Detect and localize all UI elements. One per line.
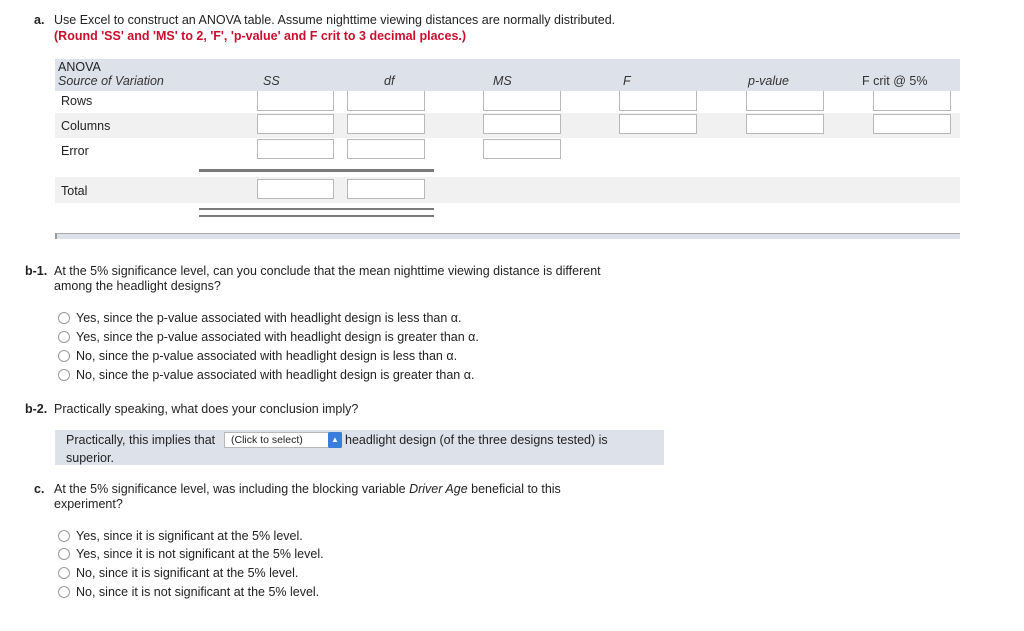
df-rows-input[interactable] bbox=[347, 91, 425, 111]
total-rule bbox=[199, 169, 434, 172]
radio-button[interactable] bbox=[58, 567, 70, 579]
row-band-total bbox=[55, 177, 960, 203]
b1-option-1[interactable]: Yes, since the p-value associated with headlight design is less than α. bbox=[58, 311, 461, 325]
part-b1-label: b-1. bbox=[25, 264, 48, 278]
header-pvalue: p-value bbox=[748, 74, 789, 88]
b2-suffix: headlight design (of the three designs tested) is bbox=[345, 433, 608, 447]
header-ss: SS bbox=[263, 74, 280, 88]
ms-error-input[interactable] bbox=[483, 139, 561, 159]
row-label-columns: Columns bbox=[61, 119, 111, 133]
radio-button[interactable] bbox=[58, 548, 70, 560]
rounding-note: (Round 'SS' and 'MS' to 2, 'F', 'p-value' and F crit to 3 decimal places.) bbox=[54, 29, 467, 43]
b2-suffix-line2: superior. bbox=[66, 451, 114, 465]
radio-button[interactable] bbox=[58, 331, 70, 343]
header-df: df bbox=[384, 74, 395, 88]
f-columns-input[interactable] bbox=[619, 114, 697, 134]
ss-columns-input[interactable] bbox=[257, 114, 334, 134]
part-b1-question: At the 5% significance level, can you conclude that the mean nighttime viewing distance is different among the headlight designs? bbox=[54, 264, 601, 293]
c-option-2[interactable]: Yes, since it is not significant at the 5% level. bbox=[58, 547, 324, 561]
ss-rows-input[interactable] bbox=[257, 91, 334, 111]
header-f: F bbox=[623, 74, 631, 88]
pvalue-rows-input[interactable] bbox=[746, 91, 824, 111]
select-arrows-icon: ▲ bbox=[328, 432, 342, 448]
df-error-input[interactable] bbox=[347, 139, 425, 159]
part-a-text: Use Excel to construct an ANOVA table. Assume nighttime viewing distances are normally distributed. bbox=[54, 13, 616, 27]
c-option-1[interactable]: Yes, since it is significant at the 5% level. bbox=[58, 529, 303, 543]
b2-prefix: Practically, this implies that bbox=[66, 433, 216, 447]
double-rule-bottom bbox=[199, 215, 434, 217]
table-scrollbar[interactable] bbox=[55, 233, 960, 239]
header-ms: MS bbox=[493, 74, 512, 88]
c-option-4[interactable]: No, since it is not significant at the 5% level. bbox=[58, 585, 319, 599]
fcrit-rows-input[interactable] bbox=[873, 91, 951, 111]
part-c-label: c. bbox=[34, 482, 45, 496]
part-b2-label: b-2. bbox=[25, 402, 48, 416]
fcrit-columns-input[interactable] bbox=[873, 114, 951, 134]
ss-error-input[interactable] bbox=[257, 139, 334, 159]
radio-button[interactable] bbox=[58, 369, 70, 381]
radio-button[interactable] bbox=[58, 312, 70, 324]
c-option-3[interactable]: No, since it is significant at the 5% level. bbox=[58, 566, 298, 580]
b1-option-4[interactable]: No, since the p-value associated with headlight design is greater than α. bbox=[58, 368, 474, 382]
ms-columns-input[interactable] bbox=[483, 114, 561, 134]
ms-rows-input[interactable] bbox=[483, 91, 561, 111]
radio-button[interactable] bbox=[58, 530, 70, 542]
double-rule-top bbox=[199, 208, 434, 210]
row-label-total: Total bbox=[61, 184, 88, 198]
df-columns-input[interactable] bbox=[347, 114, 425, 134]
header-fcrit: F crit @ 5% bbox=[862, 74, 928, 88]
part-b2-question: Practically speaking, what does your conclusion imply? bbox=[54, 402, 359, 416]
radio-button[interactable] bbox=[58, 586, 70, 598]
header-source: Source of Variation bbox=[58, 74, 164, 88]
pvalue-columns-input[interactable] bbox=[746, 114, 824, 134]
radio-button[interactable] bbox=[58, 350, 70, 362]
df-total-input[interactable] bbox=[347, 179, 425, 199]
part-c-question: At the 5% significance level, was including the blocking variable Driver Age beneficial to this experiment? bbox=[54, 482, 561, 511]
anova-title: ANOVA bbox=[58, 60, 101, 74]
ss-total-input[interactable] bbox=[257, 179, 334, 199]
f-rows-input[interactable] bbox=[619, 91, 697, 111]
part-a-label: a. bbox=[34, 13, 45, 27]
b1-option-2[interactable]: Yes, since the p-value associated with headlight design is greater than α. bbox=[58, 330, 479, 344]
row-label-error: Error bbox=[61, 144, 89, 158]
row-label-rows: Rows bbox=[61, 94, 93, 108]
b1-option-3[interactable]: No, since the p-value associated with headlight design is less than α. bbox=[58, 349, 457, 363]
conclusion-select[interactable]: (Click to select) ▲ bbox=[224, 432, 342, 448]
